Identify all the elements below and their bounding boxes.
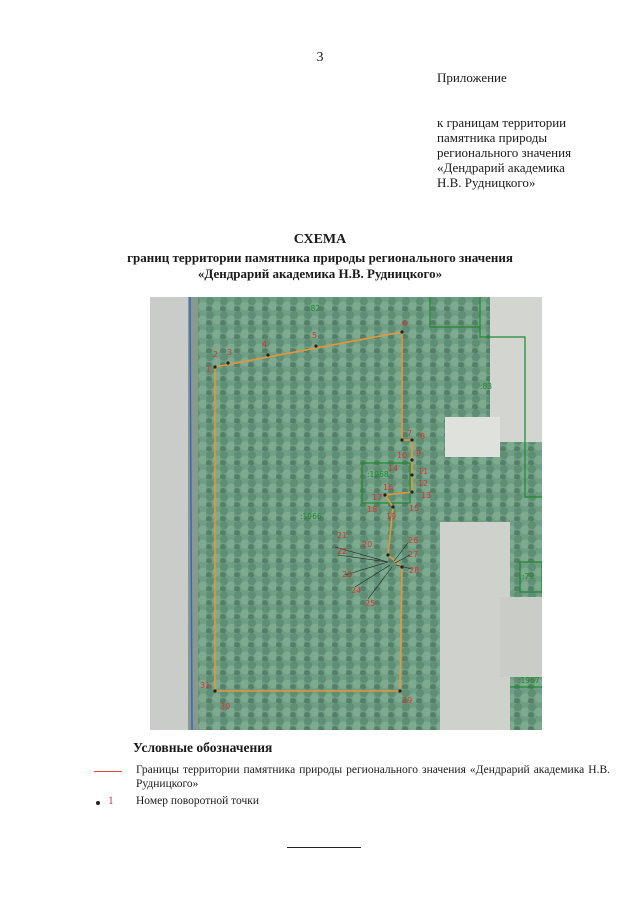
point-label: 29	[402, 696, 413, 705]
point-label: 5	[312, 331, 318, 340]
footer-divider	[287, 847, 361, 848]
legend-point-text: Номер поворотной точки	[136, 795, 260, 807]
point-label: 4	[262, 340, 268, 349]
scheme-subtitle: границ территории памятника природы регионального значения	[127, 250, 513, 265]
appendix-title: Приложение	[437, 70, 507, 85]
point-label: 1	[206, 365, 212, 374]
legend-point-dot	[96, 801, 100, 805]
point-label: 30	[220, 702, 231, 711]
point-label: 18	[367, 505, 378, 514]
building	[445, 417, 500, 457]
legend-boundary-swatch	[94, 771, 122, 772]
point-label: 14	[388, 464, 399, 473]
parcel-label: :1968	[367, 470, 389, 479]
legend-boundary-text: Границы территории памятника природы регионального значения «Дендрарий академика Н.В. Рудницкого»	[136, 764, 610, 790]
appendix-line: регионального значения	[437, 145, 572, 160]
scheme-subtitle: «Дендрарий академика Н.В. Рудницкого»	[197, 266, 443, 281]
point-label: 17	[372, 493, 383, 502]
point-label: 7	[407, 429, 413, 438]
appendix-line: Н.В. Рудницкого»	[437, 175, 536, 190]
parcel-label: :82	[308, 304, 321, 313]
point-label: 28	[409, 566, 420, 575]
parcel-label: :79	[522, 572, 535, 581]
scheme-title: СХЕМА	[293, 232, 347, 247]
appendix-line: памятника природы	[437, 130, 548, 145]
appendix-line: «Дендрарий академика	[437, 160, 565, 175]
point-label: 24	[351, 586, 362, 595]
legend-point-number: 1	[108, 795, 114, 807]
point-label: 13	[421, 491, 432, 500]
point-label: 21	[337, 531, 348, 540]
building	[500, 597, 542, 677]
parcel-label: :83	[480, 382, 493, 391]
satellite-map	[150, 297, 542, 730]
point-label: 3	[227, 348, 233, 357]
point-label: 2	[213, 350, 219, 359]
appendix-description	[437, 115, 627, 190]
parcel-label: :1966	[300, 512, 322, 521]
parcel-label: :1967	[518, 676, 540, 685]
legend-title: Условные обозначения	[133, 740, 273, 755]
point-label: 23	[342, 570, 353, 579]
point-label: 20	[362, 540, 373, 549]
point-label: 15	[409, 504, 420, 513]
point-label: 6	[402, 319, 408, 328]
point-label: 12	[418, 479, 429, 488]
point-label: 26	[408, 536, 419, 545]
appendix-line: к границам территории	[437, 115, 567, 130]
page-number: 3	[316, 50, 324, 65]
point-label: 25	[365, 599, 376, 608]
point-label: 9	[416, 449, 422, 458]
building	[440, 522, 510, 730]
point-label: 31	[200, 681, 211, 690]
point-label: 22	[337, 547, 348, 556]
point-label: 10	[397, 451, 408, 460]
point-label: 16	[383, 483, 394, 492]
point-label: 19	[386, 512, 397, 521]
road-shoulder	[188, 297, 198, 730]
road	[150, 297, 190, 730]
point-label: 11	[418, 467, 429, 476]
point-label: 8	[420, 432, 426, 441]
point-label: 27	[408, 550, 419, 559]
